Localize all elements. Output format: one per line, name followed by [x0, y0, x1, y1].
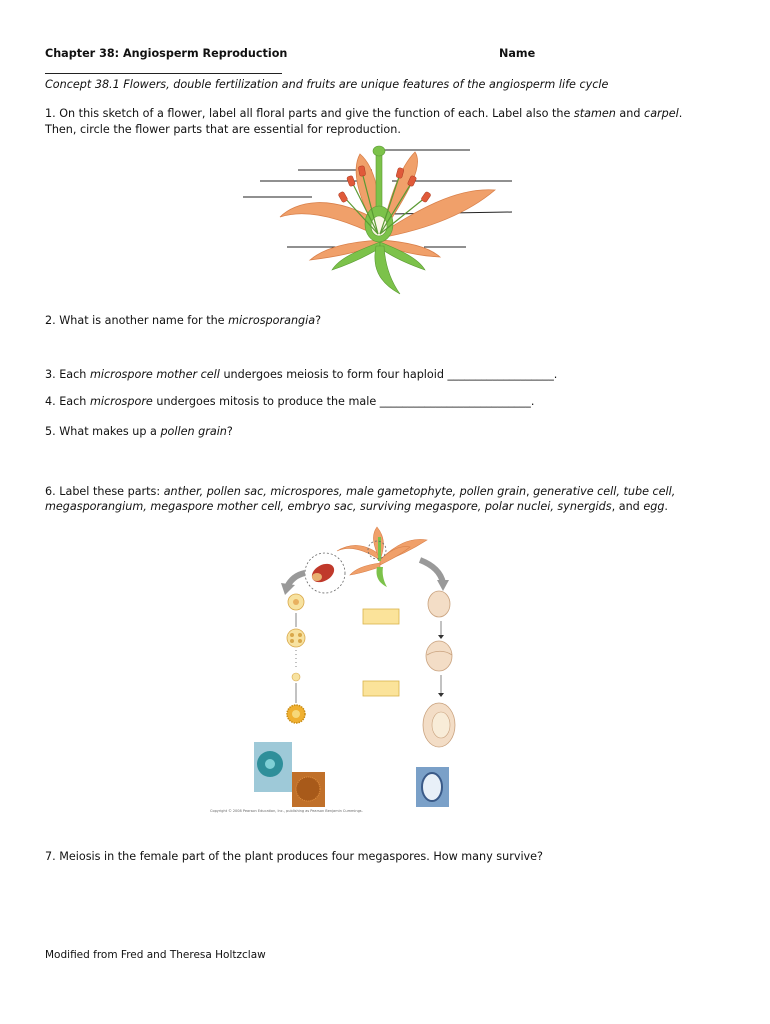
life-cycle-figure	[205, 525, 465, 820]
flower-sketch	[240, 142, 520, 297]
label-box-1	[363, 609, 399, 624]
question-3: 3. Each microspore mother cell undergoes meiosis to form four haploid ___________________.	[45, 368, 558, 381]
question-1-line-1: 1. On this sketch of a flower, label all floral parts and give the function of each. Label also the stamen and carpel.	[45, 107, 683, 120]
name-underline	[45, 73, 282, 74]
question-5: 5. What makes up a pollen grain?	[45, 425, 233, 438]
footer-credit: Modified from Fred and Theresa Holtzclaw	[45, 949, 266, 961]
figure-credit: Copyright © 2008 Pearson Education, Inc., publishing as Pearson Benjamin Cummings.	[210, 809, 363, 813]
chapter-title: Chapter 38: Angiosperm Reproduction	[45, 47, 288, 60]
anther-1	[346, 175, 355, 186]
question-6-line-2: megasporangium, megaspore mother cell, embryo sac, surviving megaspore, polar nuclei, synergids, and egg.	[45, 500, 668, 513]
question-1-line-2: Then, circle the flower parts that are essential for reproduction.	[45, 123, 401, 136]
stigma	[373, 146, 385, 156]
anther-closeup	[309, 560, 338, 586]
anther-6	[421, 191, 432, 203]
question-7: 7. Meiosis in the female part of the plant produces four megaspores. How many survive?	[45, 850, 543, 863]
style	[376, 150, 382, 212]
question-2: 2. What is another name for the microsporangia?	[45, 314, 322, 327]
question-4: 4. Each microspore undergoes mitosis to produce the male ___________________________.	[45, 395, 535, 408]
name-label: Name	[499, 47, 536, 60]
label-box-2	[363, 681, 399, 696]
anther-2	[338, 191, 348, 203]
female-column	[423, 591, 455, 747]
arrow-right	[420, 560, 443, 583]
question-6-line-1: 6. Label these parts: anther, pollen sac, microspores, male gametophyte, pollen grain, generative cell, tube cell,	[45, 485, 676, 498]
concept-heading: Concept 38.1 Flowers, double fertilization and fruits are unique features of the angiosperm life cycle	[45, 78, 609, 91]
male-column	[287, 594, 305, 723]
